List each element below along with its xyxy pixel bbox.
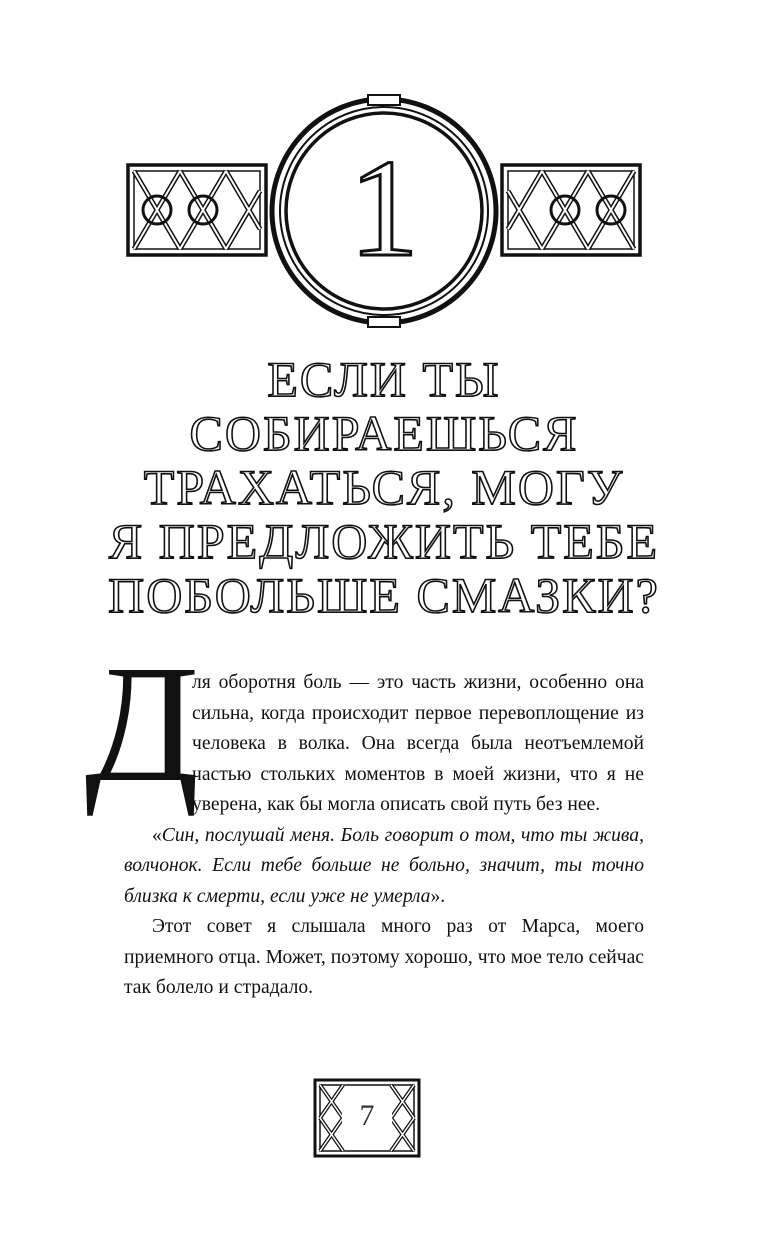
chapter-emblem: [120, 95, 648, 335]
chapter-title-line-5: ПОБОЛЬШЕ СМАЗКИ?: [108, 567, 660, 623]
chapter-title: [84, 352, 684, 622]
quote-italic-text: Син, послушай меня. Боль говорит о том, что ты жива, волчонок. Если тебе больше не больно, значит, ты точно близка к смерти, если уже не умерла: [124, 824, 644, 907]
page-number: 7: [342, 1096, 392, 1136]
paragraph-3: Этот совет я слышала много раз от Марса, моего приемного отца. Может, поэтому хорошо, что мое тело сейчас так болело и страдало.: [124, 916, 644, 998]
quote-close: ».: [430, 885, 446, 907]
quote-open: «: [152, 824, 162, 846]
body-text: [84, 631, 644, 1004]
chapter-title-line-1: ЕСЛИ ТЫ: [267, 351, 501, 407]
drop-cap-letter: Д: [84, 631, 200, 817]
paragraph-2: [124, 821, 644, 913]
chapter-number: 1: [349, 131, 419, 286]
chapter-title-line-3: ТРАХАТЬСЯ, МОГУ: [143, 459, 625, 515]
chapter-title-line-2: СОБИРАЕШЬСЯ: [189, 405, 579, 461]
page-footer: [313, 1078, 421, 1158]
celtic-knot-ornament: [120, 95, 648, 335]
chapter-title-line-4: Я ПРЕДЛОЖИТЬ ТЕБЕ: [108, 513, 660, 569]
drop-cap: [84, 631, 200, 817]
paragraph-1: ля оборотня боль — это часть жизни, особенно она сильна, когда происходит первое перевоплощение из человека в волка. Она всегда была неотъемлемой частью стольких моментов в моей жизни, что я не уверена, как бы могла описать свой путь без нее.: [192, 672, 644, 815]
